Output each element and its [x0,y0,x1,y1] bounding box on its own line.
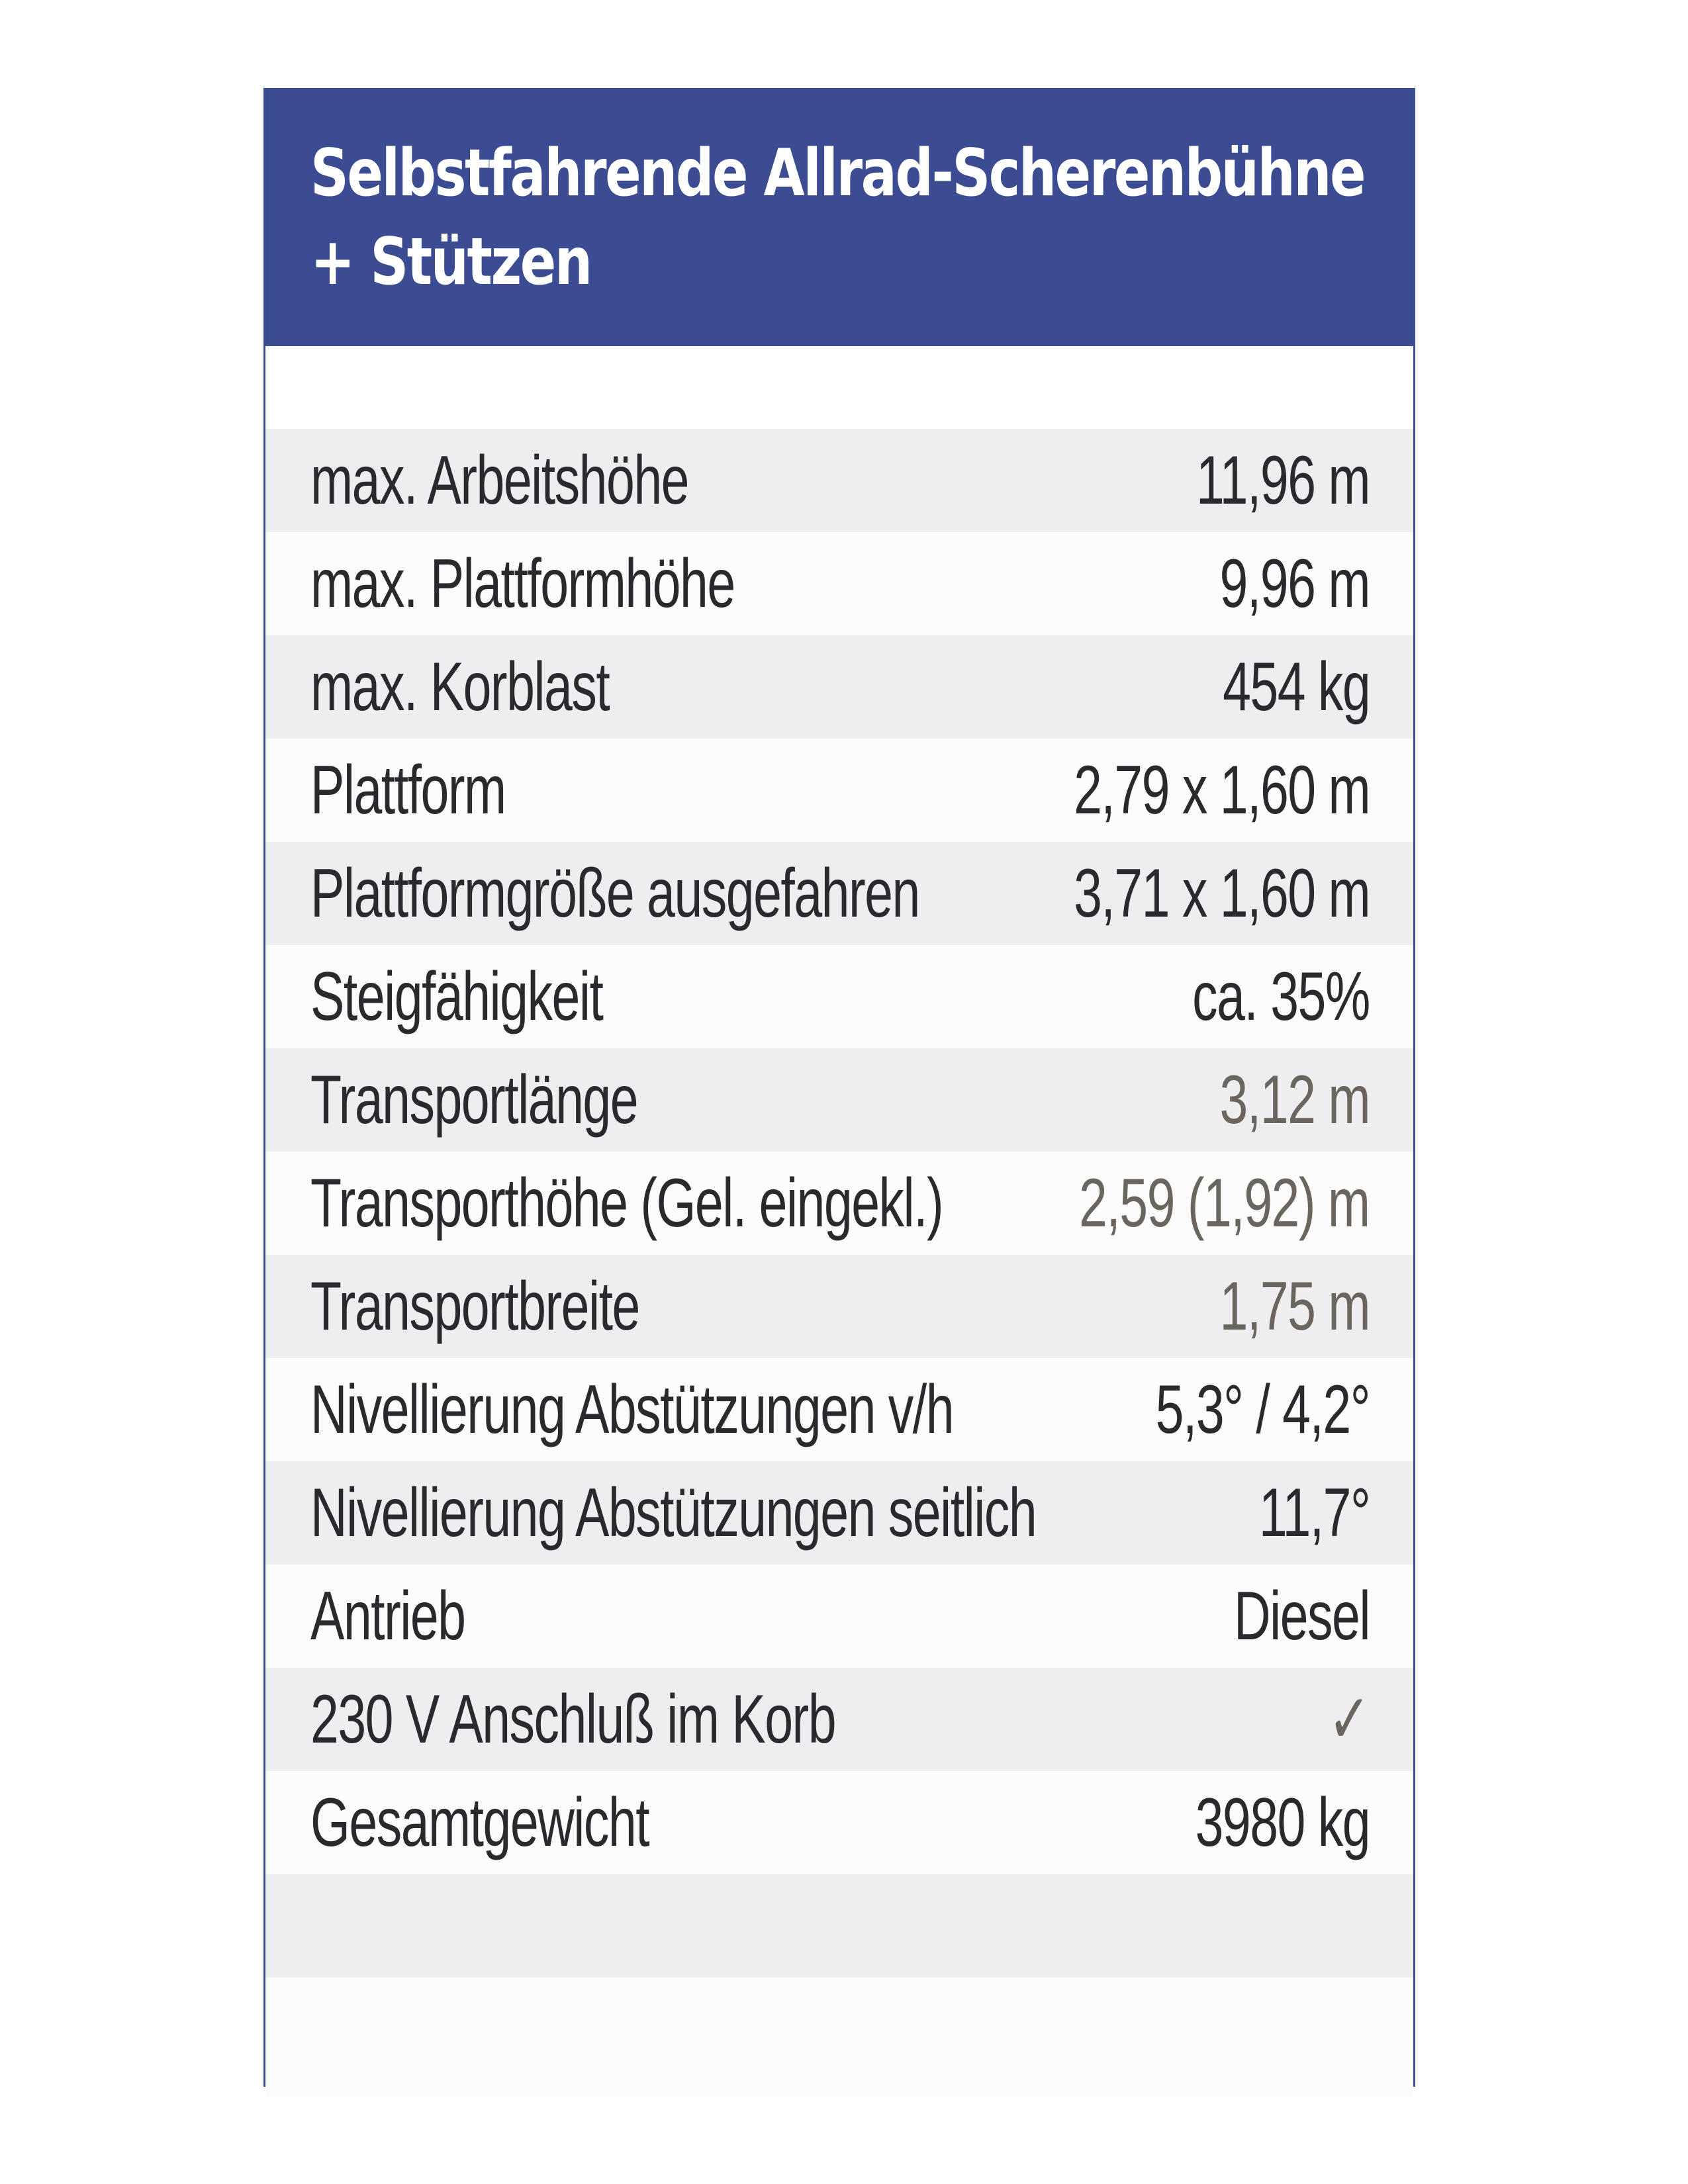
spec-value: 3,12 m [1219,1062,1370,1138]
spec-label: Steigfähigkeit [310,958,603,1035]
spec-row-drive [265,1565,1413,1668]
spec-row-platform [265,739,1413,842]
spec-value: 5,3° / 4,2° [1155,1371,1370,1448]
spec-row-leveling-front-rear [265,1358,1413,1461]
spec-label: Nivellierung Abstützungen seitlich [310,1475,1037,1551]
spec-value: 3980 kg [1195,1784,1370,1861]
spec-value: 2,79 x 1,60 m [1073,752,1370,829]
spec-label: Antrieb [310,1578,465,1655]
spec-value: 3,71 x 1,60 m [1073,855,1370,932]
spec-value: ca. 35% [1192,958,1370,1035]
spec-sheet-card [263,88,1415,2087]
check-icon: ✓ [1327,1681,1370,1758]
spec-row-230v-connection [265,1668,1413,1771]
spec-row-max-platform-height [265,532,1413,635]
spec-label: Nivellierung Abstützungen v/h [310,1371,954,1448]
spec-row-transport-length [265,1048,1413,1152]
spec-label: Transportbreite [310,1268,639,1345]
spec-row-max-working-height [265,429,1413,532]
empty-row [265,1874,1413,1978]
spec-value: 454 kg [1222,649,1370,725]
spec-label: max. Plattformhöhe [310,545,735,622]
spec-label: 230 V Anschluß im Korb [310,1681,836,1758]
spec-row-total-weight [265,1771,1413,1874]
title-line-2: + Stützen [310,224,591,300]
spec-value: 9,96 m [1219,545,1370,622]
spec-value: 11,7° [1258,1475,1370,1551]
spec-label: max. Korblast [310,649,610,725]
spec-row-transport-height [265,1152,1413,1255]
spec-row-leveling-side [265,1461,1413,1565]
spec-value: 11,96 m [1196,442,1370,519]
spec-label: max. Arbeitshöhe [310,442,688,519]
spec-label: Plattform [310,752,506,829]
spec-label: Transporthöhe (Gel. eingekl.) [310,1165,943,1242]
spec-row-max-basket-load [265,635,1413,739]
spec-value: 2,59 (1,92) m [1079,1165,1370,1242]
spec-row-gradeability [265,945,1413,1048]
spec-row-platform-extended [265,842,1413,945]
spec-value: 1,75 m [1219,1268,1370,1345]
spec-label: Transportlänge [310,1062,638,1138]
spec-table [265,429,1413,2097]
spec-sheet-header [265,88,1413,346]
title-line-1: Selbstfahrende Allrad-Scherenbühne [310,136,1365,211]
spec-label: Plattformgröße ausgefahren [310,855,919,932]
spec-row-transport-width [265,1255,1413,1358]
spec-label: Gesamtgewicht [310,1784,649,1861]
spec-value: Diesel [1234,1578,1370,1655]
empty-row [265,1978,1413,2097]
